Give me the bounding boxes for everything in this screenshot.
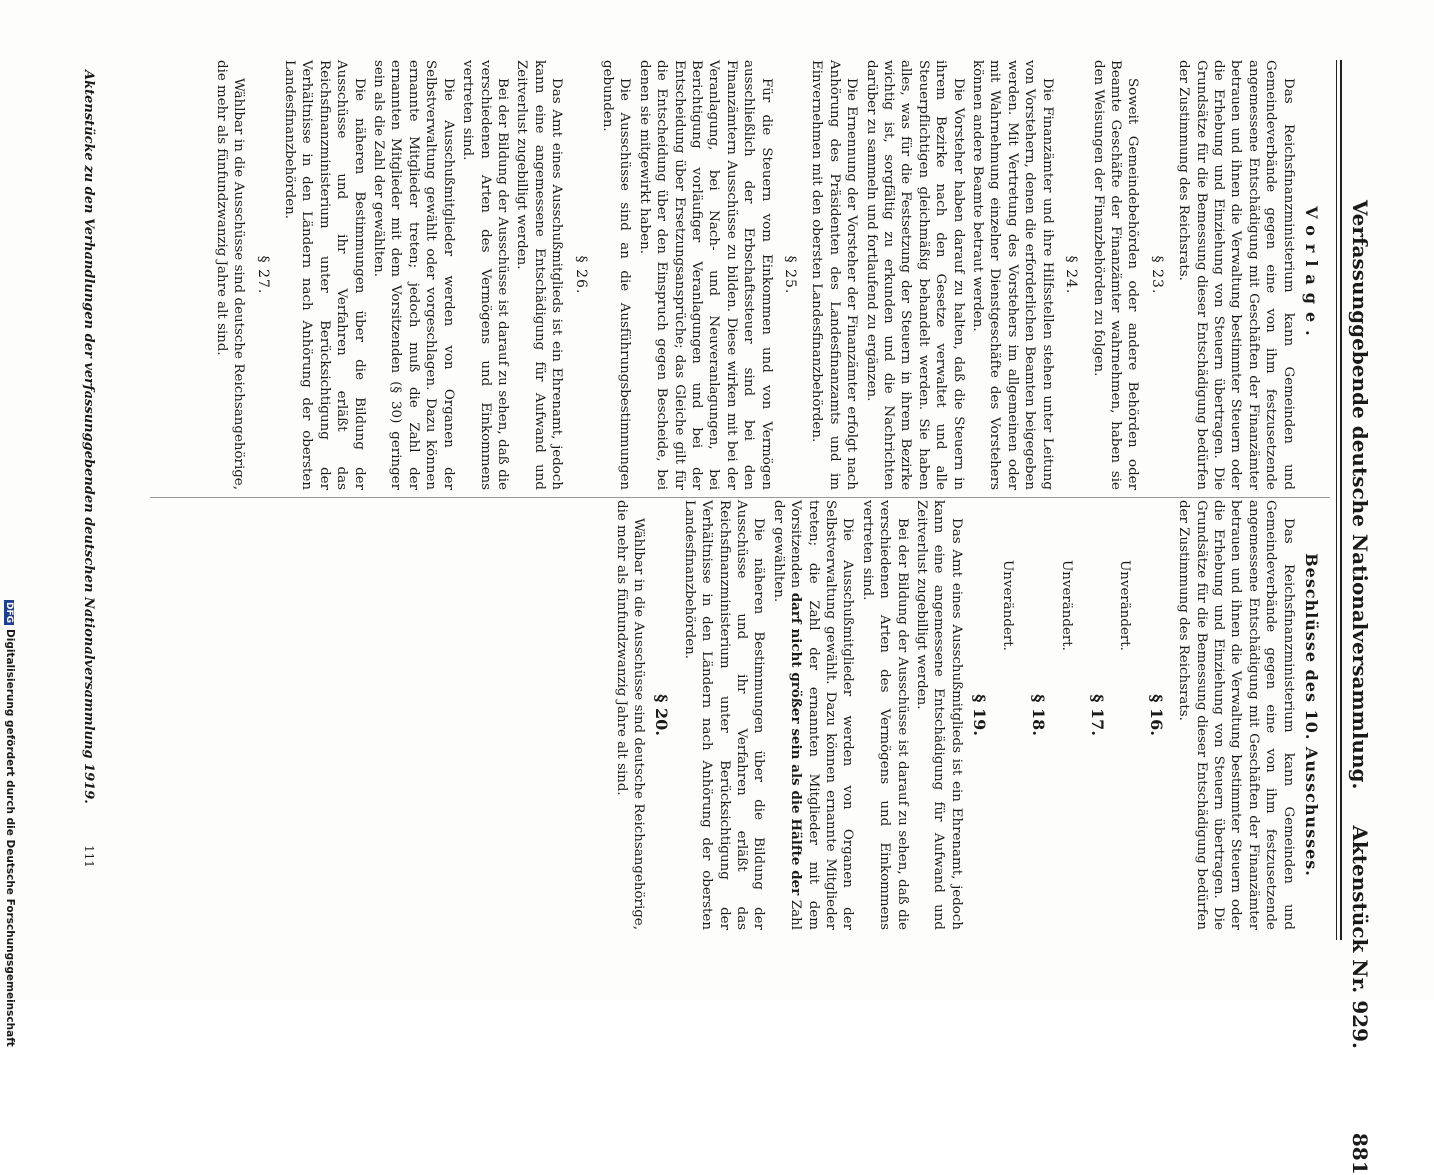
paragraph: Soweit Gemeindebehörden oder andere Behörden oder Beamte Geschäfte der Finanzämter wahrnehmen, haben sie den Weisungen der Finanzbehörden zu folgen. — [1090, 60, 1141, 490]
section-title: § 23. — [1148, 255, 1165, 295]
paragraph: Das Reichsfinanzministerium kann Gemeinden und Gemeindeverbände gegen eine von ihm festzusetzende angemessene Entschädigung mit Geschäften der Finanzämter betrauen und ihnen die Verwaltung bestimmter Steuern oder die Erhebung und Einziehung von Steuern übertragen. Die Grundsätze für die Bemessung dieser Entschädigung bedürfen der Zustimmung des Reichsrats. — [1176, 60, 1296, 490]
header-rule-thin — [1336, 60, 1337, 940]
section-title: § 26. — [572, 255, 589, 295]
paragraph: Das Reichsfinanzministerium kann Gemeinden und Gemeindeverbände gegen eine von ihm festzusetzende angemessene Entschädigung mit Geschäften der Finanzämter betrauen und ihnen die Verwaltung bestimmter Steuern oder die Erhebung und Einziehung von Steuern übertragen. Die Grundsätze für die Bemessung dieser Entschädigung bedürfen der Zustimmung des Reichsrats. — [1176, 500, 1296, 930]
column-divider — [150, 497, 1330, 498]
page-number: 881 — [1348, 1132, 1372, 1175]
section-title: § 16. — [1146, 694, 1166, 736]
document-reference: Aktenstück Nr. 929. — [1348, 825, 1372, 1049]
paragraph — [769, 500, 856, 930]
unchanged-note: Unverändert. — [1058, 560, 1074, 651]
section-title: § 27. — [254, 255, 271, 295]
section-title: § 18. — [1029, 694, 1049, 736]
paragraph: Die Finanzämter und ihre Hilfsstellen stehen unter Leitung von Vorstehern, denen die erforderlichen Beamten beigegeben werden. Mit Vertretung des Vorstehers im allgemeinen oder mit Wahrnehmung einzelner Dienstgeschäfte des Vorstehers können andere Beamte betraut werden. — [970, 60, 1055, 490]
header-rule — [1340, 60, 1342, 940]
digitization-credit — [4, 600, 16, 1047]
paragraph: Die näheren Bestimmungen über die Bildung der Ausschüsse und ihr Verfahren erläßt das Reichsfinanzministerium unter Berücksichtigung der Verhältnisse in den Ländern nach Anhörung der obersten Landesfinanzbehörden. — [282, 60, 367, 490]
page-header — [1348, 200, 1372, 1175]
text-run: Zahl der gewählten. — [770, 500, 804, 931]
paragraph: Bei der Bildung der Ausschüsse ist darauf zu sehen, daß die verschiedenen Arten des Vermögens und Einkommens vertreten sind. — [460, 60, 510, 490]
paragraph: Die näheren Bestimmungen über die Bildung der Ausschüsse und ihr Verfahren erläßt das Reichsfinanzministerium unter Berücksichtigung der Verhältnisse in den Ländern nach Anhörung der obersten Landesfinanzbehörden. — [681, 500, 767, 930]
paragraph: Bei der Bildung der Ausschüsse ist darauf zu sehen, daß die verschiedenen Arten des Vermögens und Einkommens vertreten sind. — [859, 500, 910, 930]
dfg-logo: DFG — [4, 602, 14, 624]
credit-text: Digitalisierung gefördert durch die Deutsche Forschungsgemeinschaft — [4, 629, 16, 1047]
column-beschluesse — [610, 500, 1330, 930]
publication-title: Verfassunggebende deutsche Nationalversammlung. — [1348, 200, 1372, 790]
column-heading-vorlage: Vorlage. — [1302, 206, 1321, 344]
section-title: § 19. — [970, 694, 990, 736]
paragraph: Wählbar in die Ausschüsse sind deutsche Reichsangehörige, die mehr als fünfundzwanzig Jahre alt sind. — [613, 500, 646, 930]
unchanged-note: Unverändert. — [1117, 560, 1133, 651]
section-title: § 25. — [782, 255, 799, 295]
footer-text: Aktenstücke zu den Verhandlungen der verfassunggebenden deutschen Nationalversammlung 1919. — [81, 70, 96, 804]
paragraph: Wählbar in die Ausschüsse sind deutsche Reichsangehörige, die mehr als fünfundzwanzig Jahre alt sind. — [213, 60, 247, 490]
emphasized-text: darf nicht größer sein als die Hälfte der — [788, 592, 805, 896]
paragraph: Für die Steuern vom Einkommen und von Vermögen ausschließlich der Erbschaftssteuer sind bei den Finanzämtern Ausschüsse zu bilden. Diese wirken mit bei der Veranlagung, bei Nach- und Neuveranlagungen, bei Berichtigung vorläufiger Veranlagungen und bei der Entscheidung über Ersetzungsansprüche; das Gleiche gilt für die Entscheidung über den Einspruch gegen Bescheide, bei denen sie mitgewirkt haben. — [636, 60, 774, 490]
paragraph: Die Vorsteher haben darauf zu halten, daß die Steuern in ihrem Bezirke nach den Gesetze verwaltet und alle Steuerpflichtigen gleichmäßig behandelt werden. Sie haben alles, was für die Festsetzung der Steuern in ihrem Bezirke wichtig ist, sorgfältig zu erkunden und die Nachrichten darüber zu sammeln und fortlaufend zu ergänzen. — [863, 60, 966, 490]
unchanged-note: Unverändert. — [999, 560, 1015, 651]
section-title: § 20. — [652, 694, 672, 736]
paragraph: Die Ausschußmitglieder werden von Organen der Selbstverwaltung gewählt oder vorgeschlagen. Dazu können ernannte Mitglieder treten; jedoch muß die Zahl der ernannten Mitglieder mit dem Vorsitzenden (§ 30) geringer sein als die Zahl der gewählten. — [371, 60, 456, 490]
signature-mark: 111 — [82, 845, 96, 868]
column-vorlage — [210, 60, 1330, 490]
paragraph: Die Ernennung der Vorsteher der Finanzämter erfolgt nach Anhörung des Präsidenten des Landesfinanzamts und im Einvernehmen mit den obersten Landesfinanzbehörden. — [809, 60, 860, 490]
paragraph: Das Amt eines Ausschußmitglieds ist ein Ehrenamt, jedoch kann eine angemessene Entschädigung für Aufwand und Zeitverlust zugebilligt werden. — [514, 60, 565, 490]
section-title: § 24. — [1063, 255, 1080, 295]
paragraph: Die Ausschüsse sind an die Ausführungsbestimmungen gebunden. — [599, 60, 633, 490]
column-heading-beschluesse: Beschlüsse des 10. Ausschusses. — [1302, 553, 1321, 877]
section-title: § 17. — [1087, 694, 1107, 736]
text-run: Die Ausschußmitglieder werden von Organen der Selbstverwaltung gewählt. Dazu können ernannte Mitglieder treten; die Zahl der ernannten Mitglieder mit dem Vorsitzenden — [788, 500, 856, 930]
paragraph: Das Amt eines Ausschußmitglieds ist ein Ehrenamt, jedoch kann eine angemessene Entschädigung für Aufwand und Zeitverlust zugebilligt werden. — [914, 500, 964, 930]
